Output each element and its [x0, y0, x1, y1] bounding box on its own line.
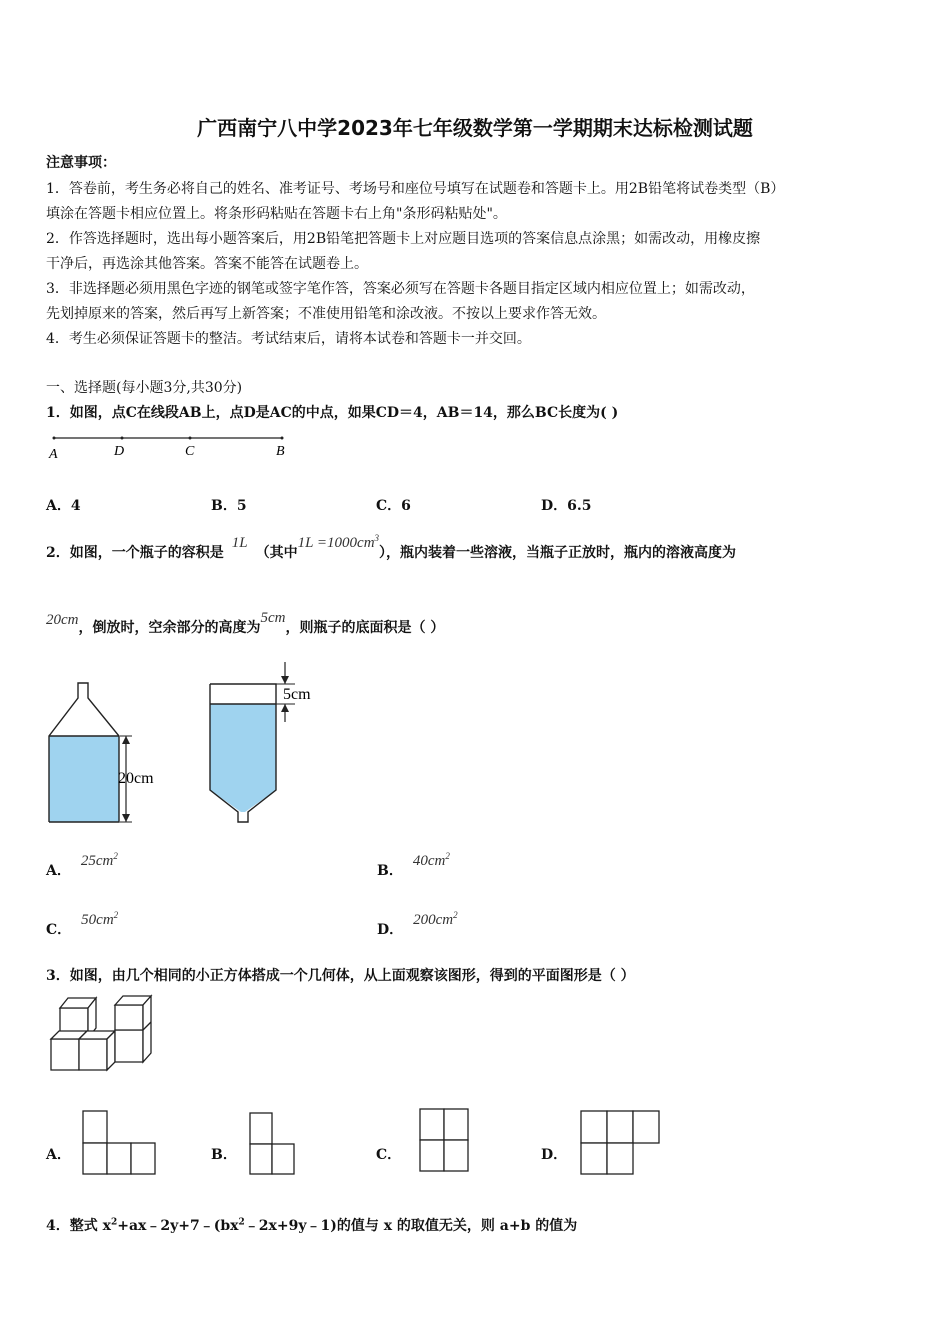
option-b-shape: [249, 1112, 299, 1176]
option-b[interactable]: B．5: [211, 498, 247, 514]
option-a-shape: [82, 1110, 158, 1176]
math-eq: $1L =1000cm^3$: [297, 533, 380, 551]
segment-diagram: [46, 430, 296, 466]
question-2-stem: [46, 533, 737, 562]
bottle-upright-figure: [46, 680, 176, 825]
math-1l: 1L: [231, 535, 248, 551]
note-line: 3．非选择题必须用黑色字迹的钢笔或签字笔作答，答案必须写在答题卡各题目指定区域内相应位置上；如需改动，: [46, 281, 755, 297]
stem-text: 2．如图，一个瓶子的容积是: [46, 545, 224, 561]
notes-heading: 注意事项：: [46, 155, 116, 171]
note-line: 干净后，再选涂其他答案。答案不能答在试题卷上。: [46, 256, 368, 272]
option-b[interactable]: B．$40cm^2$: [377, 851, 450, 879]
option-a[interactable]: A．$25cm^2$: [46, 851, 118, 879]
note-line: 先划掉原来的答案，然后再写上新答案；不准使用铅笔和涂改液。不按以上要求作答无效。: [46, 306, 606, 322]
option-d[interactable]: D．$200cm^2$: [377, 910, 458, 938]
option-d[interactable]: D．: [541, 1147, 568, 1163]
section-heading: 一、选择题(每小题3分,共30分): [46, 380, 243, 396]
note-line: 2．作答选择题时，选出每小题答案后，用2B铅笔把答题卡上对应题目选项的答案信息点涂黑；如需改动，用橡皮擦: [46, 231, 761, 247]
option-b[interactable]: B．: [211, 1147, 237, 1163]
note-line: 填涂在答题卡相应位置上。将条形码粘贴在答题卡右上角"条形码粘贴处"。: [46, 206, 507, 222]
question-3-stem: 3．如图，由几个相同的小正方体搭成一个几何体，从上面观察该图形，得到的平面图形是（ ）: [46, 968, 635, 984]
option-a[interactable]: A．4: [46, 498, 81, 514]
stem-text: ，倒放时，空余部分的高度为: [78, 620, 261, 636]
stem-text: ），瓶内装着一些溶液，当瓶子正放时，瓶内的溶液高度为: [379, 545, 737, 561]
point-label: D: [114, 444, 125, 459]
option-a[interactable]: A．: [46, 1147, 71, 1163]
page-title: 广西南宁八中学2023年七年级数学第一学期期末达标检测试题: [197, 116, 753, 140]
point-label: C: [185, 444, 195, 459]
option-c[interactable]: C．$50cm^2$: [46, 910, 119, 938]
option-c[interactable]: C．: [376, 1147, 402, 1163]
question-2-stem-cont: [46, 610, 445, 637]
label-5cm: 5cm: [283, 686, 311, 703]
stem-text: ，则瓶子的底面积是（ ）: [285, 620, 445, 636]
point-label: A: [49, 447, 58, 462]
option-c-shape: [419, 1108, 473, 1174]
bottle-inverted-figure: [205, 660, 335, 826]
label-20cm: 20cm: [118, 770, 154, 787]
question-4-stem: 4．整式 $x^2+ax﹣2y+7﹣(bx^2﹣2x+9y﹣1)$的值与 x 的取值无关，则 a+b 的值为: [46, 1217, 578, 1234]
math-20cm: 20cm: [46, 612, 79, 628]
question-1-stem: 1．如图，点C在线段AB上，点D是AC的中点，如果CD＝4，AB＝14，那么BC长度为( ): [46, 405, 619, 421]
point-label: B: [276, 444, 285, 459]
math-5cm: 5cm: [260, 610, 286, 626]
note-line: 4．考生必须保证答题卡的整洁。考试结束后，请将本试卷和答题卡一并交回。: [46, 331, 531, 347]
option-d-shape: [580, 1110, 664, 1176]
note-line: 1．答卷前，考生务必将自己的姓名、准考证号、考场号和座位号填写在试题卷和答题卡上。用2B铅笔将试卷类型（B）: [46, 181, 785, 197]
stem-text: （其中: [255, 545, 298, 561]
option-d[interactable]: D．6.5: [541, 498, 592, 514]
option-c[interactable]: C．6: [376, 498, 411, 514]
cube-solid-figure: [48, 993, 158, 1075]
